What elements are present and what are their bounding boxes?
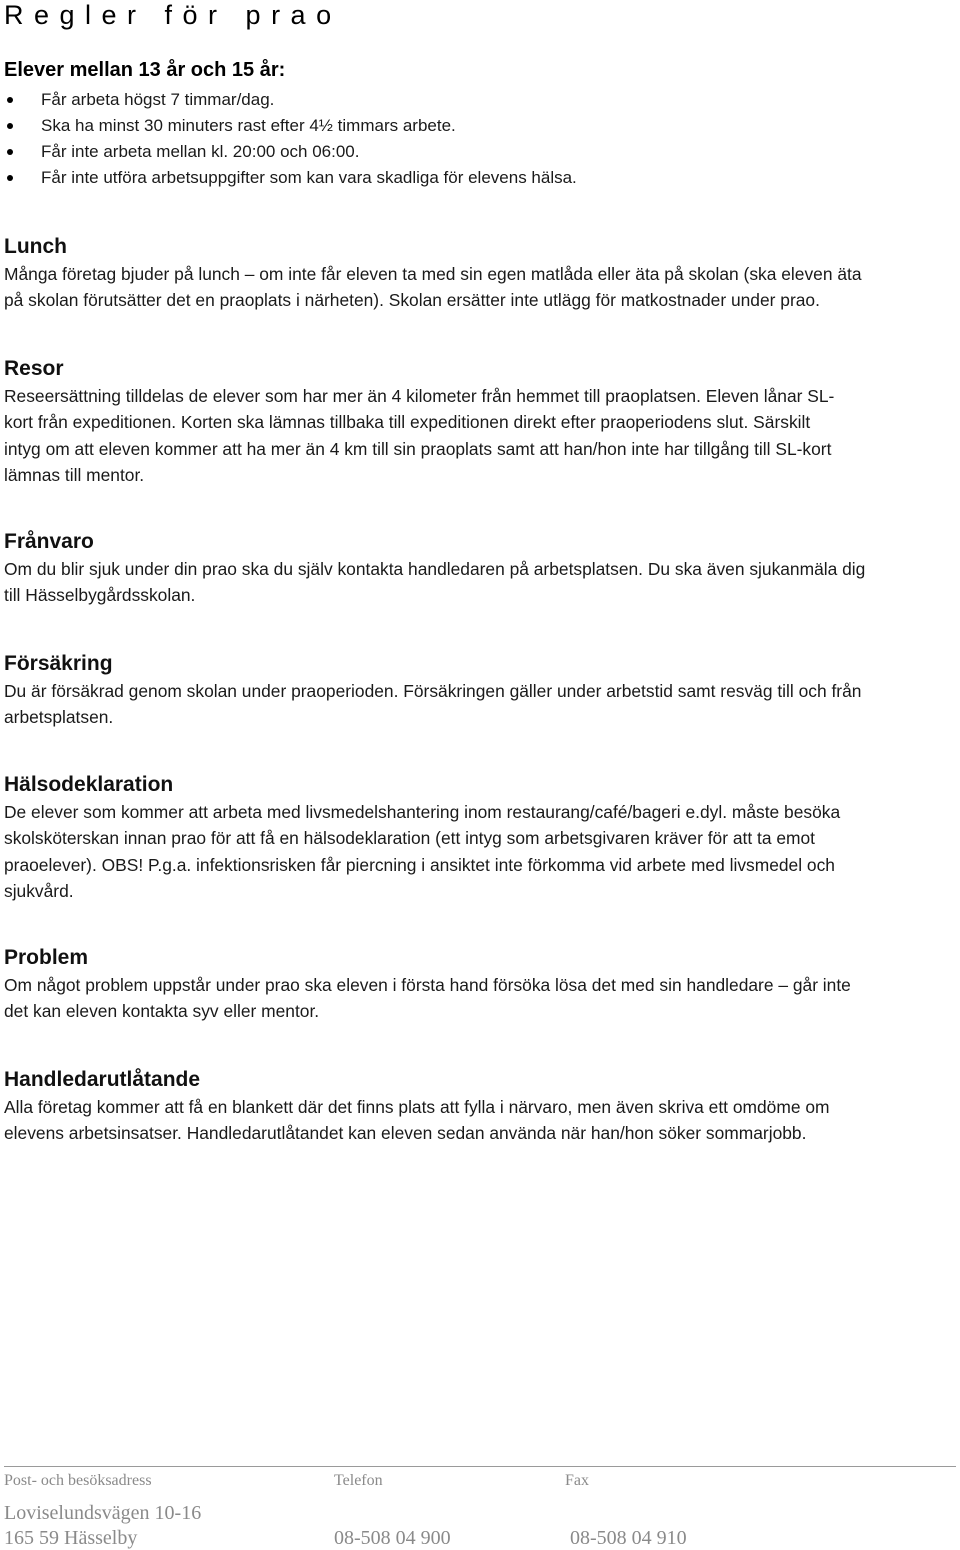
section-body bbox=[4, 1094, 960, 1147]
body-line: Många företag bjuder på lunch – om inte får eleven ta med sin egen matlåda eller äta på skolan (ska eleven äta bbox=[4, 264, 862, 284]
body-line: Om något problem uppstår under prao ska eleven i första hand försöka lösa det med sin handledare – går inte bbox=[4, 975, 851, 995]
body-line: lämnas till mentor. bbox=[4, 465, 145, 486]
bullet-icon bbox=[7, 149, 13, 155]
section-halsodeklaration bbox=[4, 772, 960, 905]
section-body bbox=[4, 556, 960, 609]
body-line: Om du blir sjuk under din prao ska du själv kontakta handledaren på arbetsplatsen. Du ska även sjukanmäla dig bbox=[4, 559, 866, 579]
footer-postal: 165 59 Hässelby bbox=[4, 1527, 138, 1549]
body-line: intyg om att eleven kommer att ha mer än 4 km till sin praoplats samt att han/hon inte har tillgång till SL-kort bbox=[4, 438, 832, 459]
body-line: praoelever). OBS! P.g.a. infektionsrisken får piercning i ansiktet inte förkomma vid arbete med livsmedel och bbox=[4, 854, 835, 875]
body-line: på skolan förutsätter det en praoplats i närheten). Skolan ersätter inte utlägg för matkostnader under prao. bbox=[4, 290, 820, 311]
section-heading: Hälsodeklaration bbox=[4, 773, 174, 796]
bullet-icon bbox=[7, 123, 13, 129]
rule-list bbox=[0, 87, 577, 191]
list-item bbox=[0, 113, 577, 139]
section-heading: Problem bbox=[4, 946, 89, 969]
body-line: elevens arbetsinsatser. Handledarutlåtandet kan eleven sedan använda när han/hon söker sommarjobb. bbox=[4, 1123, 807, 1144]
body-line: till Hässelbygårdsskolan. bbox=[4, 585, 196, 606]
bullet-icon bbox=[7, 175, 13, 181]
section-problem bbox=[4, 945, 960, 1025]
section-resor bbox=[4, 356, 960, 489]
section-body bbox=[4, 678, 960, 731]
section-body bbox=[4, 383, 960, 489]
section-body bbox=[4, 799, 960, 905]
section-heading: Resor bbox=[4, 357, 64, 380]
section-handledarutlatande bbox=[4, 1067, 960, 1147]
section-body bbox=[4, 261, 960, 314]
intro-heading: Elever mellan 13 år och 15 år: bbox=[4, 59, 286, 81]
footer-address-label: Post- och besöksadress bbox=[4, 1472, 152, 1489]
body-line: De elever som kommer att arbeta med livsmedelshantering inom restaurang/café/bageri e.dyl. måste besöka bbox=[4, 802, 841, 822]
rule-text: Ska ha minst 30 minuters rast efter 4½ timmars arbete. bbox=[41, 116, 456, 135]
section-heading: Försäkring bbox=[4, 652, 113, 675]
bullet-icon bbox=[7, 97, 13, 103]
rule-text: Får inte arbeta mellan kl. 20:00 och 06:00. bbox=[41, 142, 360, 161]
footer-fax: 08-508 04 910 bbox=[570, 1527, 687, 1549]
body-line: Du är försäkrad genom skolan under praoperioden. Försäkringen gäller under arbetstid samt resväg till och från bbox=[4, 681, 862, 701]
section-heading: Frånvaro bbox=[4, 530, 94, 553]
list-item bbox=[0, 139, 577, 165]
footer-divider bbox=[4, 1466, 956, 1467]
footer-fax-label: Fax bbox=[565, 1472, 589, 1489]
section-forsakring bbox=[4, 651, 960, 731]
section-body bbox=[4, 972, 960, 1025]
body-line: Alla företag kommer att få en blankett där det finns plats att fylla i närvaro, men även skriva ett omdöme om bbox=[4, 1097, 830, 1117]
section-heading: Handledarutlåtande bbox=[4, 1068, 201, 1091]
section-lunch bbox=[4, 234, 960, 314]
page-title: Regler för prao bbox=[4, 0, 342, 30]
footer-phone-label: Telefon bbox=[334, 1472, 383, 1489]
footer-street: Loviselundsvägen 10-16 bbox=[4, 1502, 202, 1524]
list-item bbox=[0, 165, 577, 191]
rule-text: Får inte utföra arbetsuppgifter som kan vara skadliga för elevens hälsa. bbox=[41, 168, 577, 187]
section-franvaro bbox=[4, 529, 960, 609]
footer-phone: 08-508 04 900 bbox=[334, 1527, 451, 1549]
body-line: det kan eleven kontakta syv eller mentor. bbox=[4, 1001, 320, 1022]
body-line: skolsköterskan innan prao för att få en hälsodeklaration (ett intyg som arbetsgivaren kräver för att ta emot bbox=[4, 828, 816, 849]
body-line: kort från expeditionen. Korten ska lämnas tillbaka till expeditionen direkt efter praoperiodens slut. Särskilt bbox=[4, 412, 811, 433]
body-line: arbetsplatsen. bbox=[4, 707, 114, 728]
section-heading: Lunch bbox=[4, 235, 67, 258]
rule-text: Får arbeta högst 7 timmar/dag. bbox=[41, 90, 275, 109]
body-line: Reseersättning tilldelas de elever som har mer än 4 kilometer från hemmet till praoplatsen. Eleven lånar SL- bbox=[4, 386, 835, 406]
body-line: sjukvård. bbox=[4, 881, 74, 902]
list-item bbox=[0, 87, 577, 113]
